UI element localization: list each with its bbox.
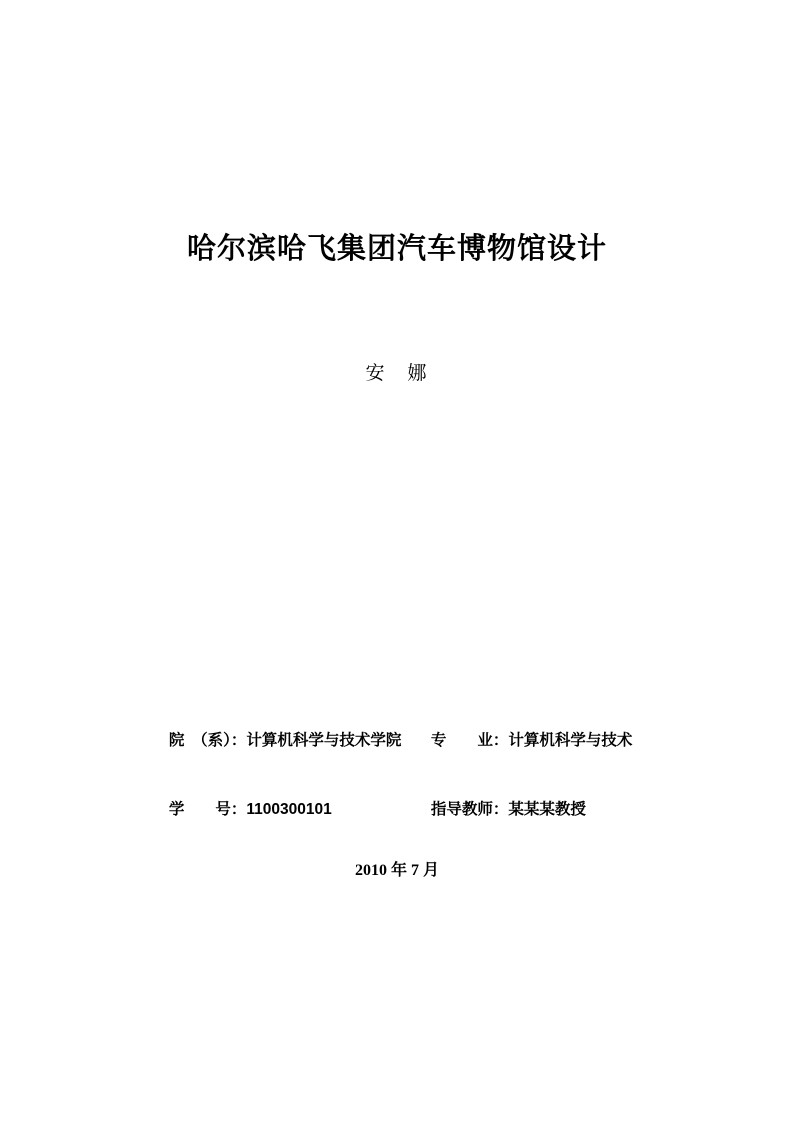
department-value: 计算机科学与技术学院 <box>246 732 402 749</box>
info-row <box>143 775 663 844</box>
student-id-field <box>169 798 431 821</box>
major-value: 计算机科学与技术 <box>508 732 633 749</box>
department-field <box>169 729 431 752</box>
student-id-value: 1100300101 <box>246 801 332 818</box>
student-id-label: 学 号： <box>168 801 247 818</box>
department-label: 院 （系）： <box>168 732 247 749</box>
major-label: 专 业： <box>430 732 509 749</box>
advisor-label: 指导教师： <box>430 801 509 818</box>
advisor-field <box>431 798 586 821</box>
author-name: 安 娜 <box>365 363 429 384</box>
advisor-value: 某某某教授 <box>508 801 586 818</box>
major-field <box>431 729 633 752</box>
info-row <box>143 706 663 775</box>
document-info-block <box>143 706 663 844</box>
document-date: 2010 年 7 月 <box>354 862 439 879</box>
page-title: 哈尔滨哈飞集团汽车博物馆设计 <box>186 233 607 265</box>
